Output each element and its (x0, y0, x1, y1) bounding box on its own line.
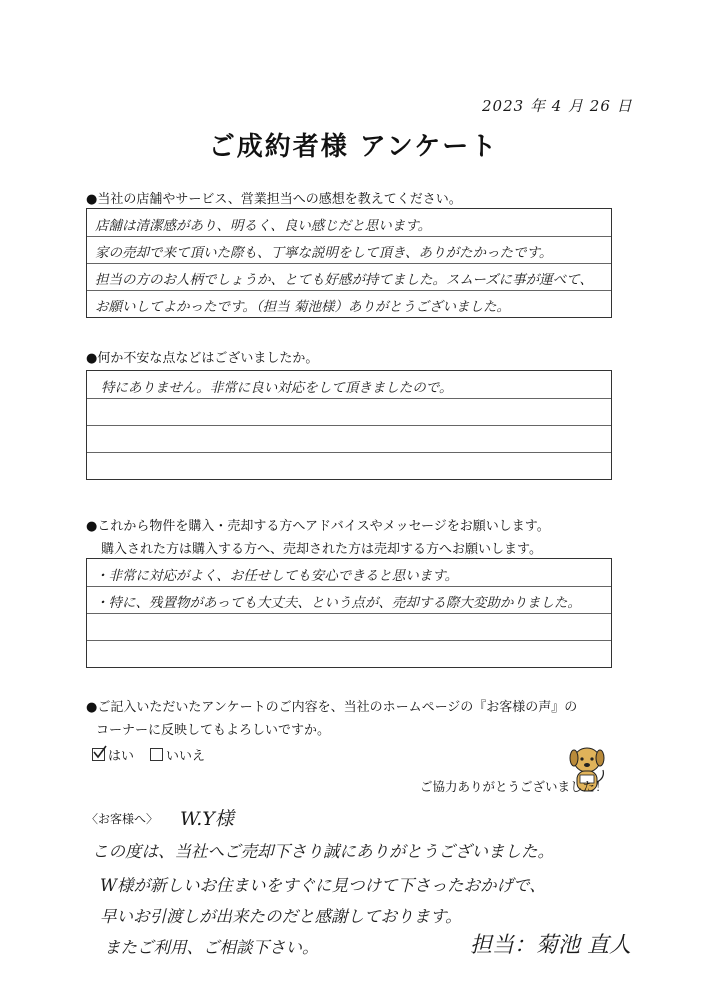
check-mark-icon (93, 745, 107, 759)
reply-line-1: この度は、当社へご売却下さり誠にありがとうございました。 (92, 842, 554, 861)
rule-line (87, 236, 611, 237)
reply-line-2: W様が新しいお住まいをすぐに見つけて下さったおかげで、 (100, 876, 546, 895)
rule-line (87, 613, 611, 614)
reply-line-4: またご利用、ご相談下さい。 (104, 938, 319, 957)
question-2: ●何か不安な点などはございましたか。 (86, 351, 319, 366)
option-yes[interactable] (92, 745, 134, 764)
rule-line (87, 452, 611, 453)
checkbox-no[interactable] (150, 748, 163, 761)
answer-3-line-1: ・非常に対応がよく、お任せしても安心できると思います。 (95, 568, 459, 584)
question-4-line-1: ●ご記入いただいたアンケートのご内容を、当社のホームページの『お客様の声』の (86, 700, 578, 715)
option-yes-label: はい (108, 749, 135, 764)
rule-line (87, 263, 611, 264)
question-1: ●当社の店舗やサービス、営業担当への感想を教えてください。 (86, 192, 462, 207)
answer-2-line-1: 特にありません。非常に良い対応をして頂きましたので。 (101, 380, 453, 396)
rule-line (87, 290, 611, 291)
customer-name: W.Y様 (180, 808, 234, 830)
answer-box-1 (86, 208, 612, 318)
page-title: ご成約者様 アンケート (208, 132, 499, 162)
answer-3-line-2: ・特に、残置物があっても大丈夫、という点が、売却する際大変助かりました。 (95, 595, 581, 611)
question-4-line-2: コーナーに反映してもよろしいですか。 (96, 723, 331, 738)
reply-label: 〈お客様へ〉 (86, 812, 159, 826)
option-no-label: いいえ (166, 749, 206, 764)
survey-date: 2023 年 4 月 26 日 (482, 97, 633, 115)
rule-line (87, 398, 611, 399)
answer-1-line-2: 家の売却で来て頂いた際も、丁寧な説明をして頂き、ありがたかったです。 (95, 245, 553, 261)
thanks-message: ご協力ありがとうございました！ (420, 779, 608, 794)
option-no[interactable] (150, 745, 205, 764)
answer-box-3 (86, 558, 612, 668)
rule-line (87, 640, 611, 641)
answer-1-line-4: お願いしてよかったです。（担当 菊池様）ありがとうございました。 (95, 299, 510, 315)
question-3: ●これから物件を購入・売却する方へアドバイスやメッセージをお願いします。 (86, 519, 550, 534)
rule-line (87, 586, 611, 587)
answer-box-2 (86, 370, 612, 480)
staff-signature: 担当：菊池 直人 (470, 933, 631, 958)
question-3-subtext: 購入された方は購入する方へ、売却された方は売却する方へお願いします。 (101, 542, 542, 557)
rule-line (87, 425, 611, 426)
answer-1-line-3: 担当の方のお人柄でしょうか、とても好感が持てました。スムーズに事が運べて、 (95, 272, 593, 288)
checkbox-yes[interactable] (92, 748, 105, 761)
reply-line-3: 早いお引渡しが出来たのだと感謝しております。 (100, 907, 462, 926)
answer-1-line-1: 店舗は清潔感があり、明るく、良い感じだと思います。 (95, 218, 432, 234)
